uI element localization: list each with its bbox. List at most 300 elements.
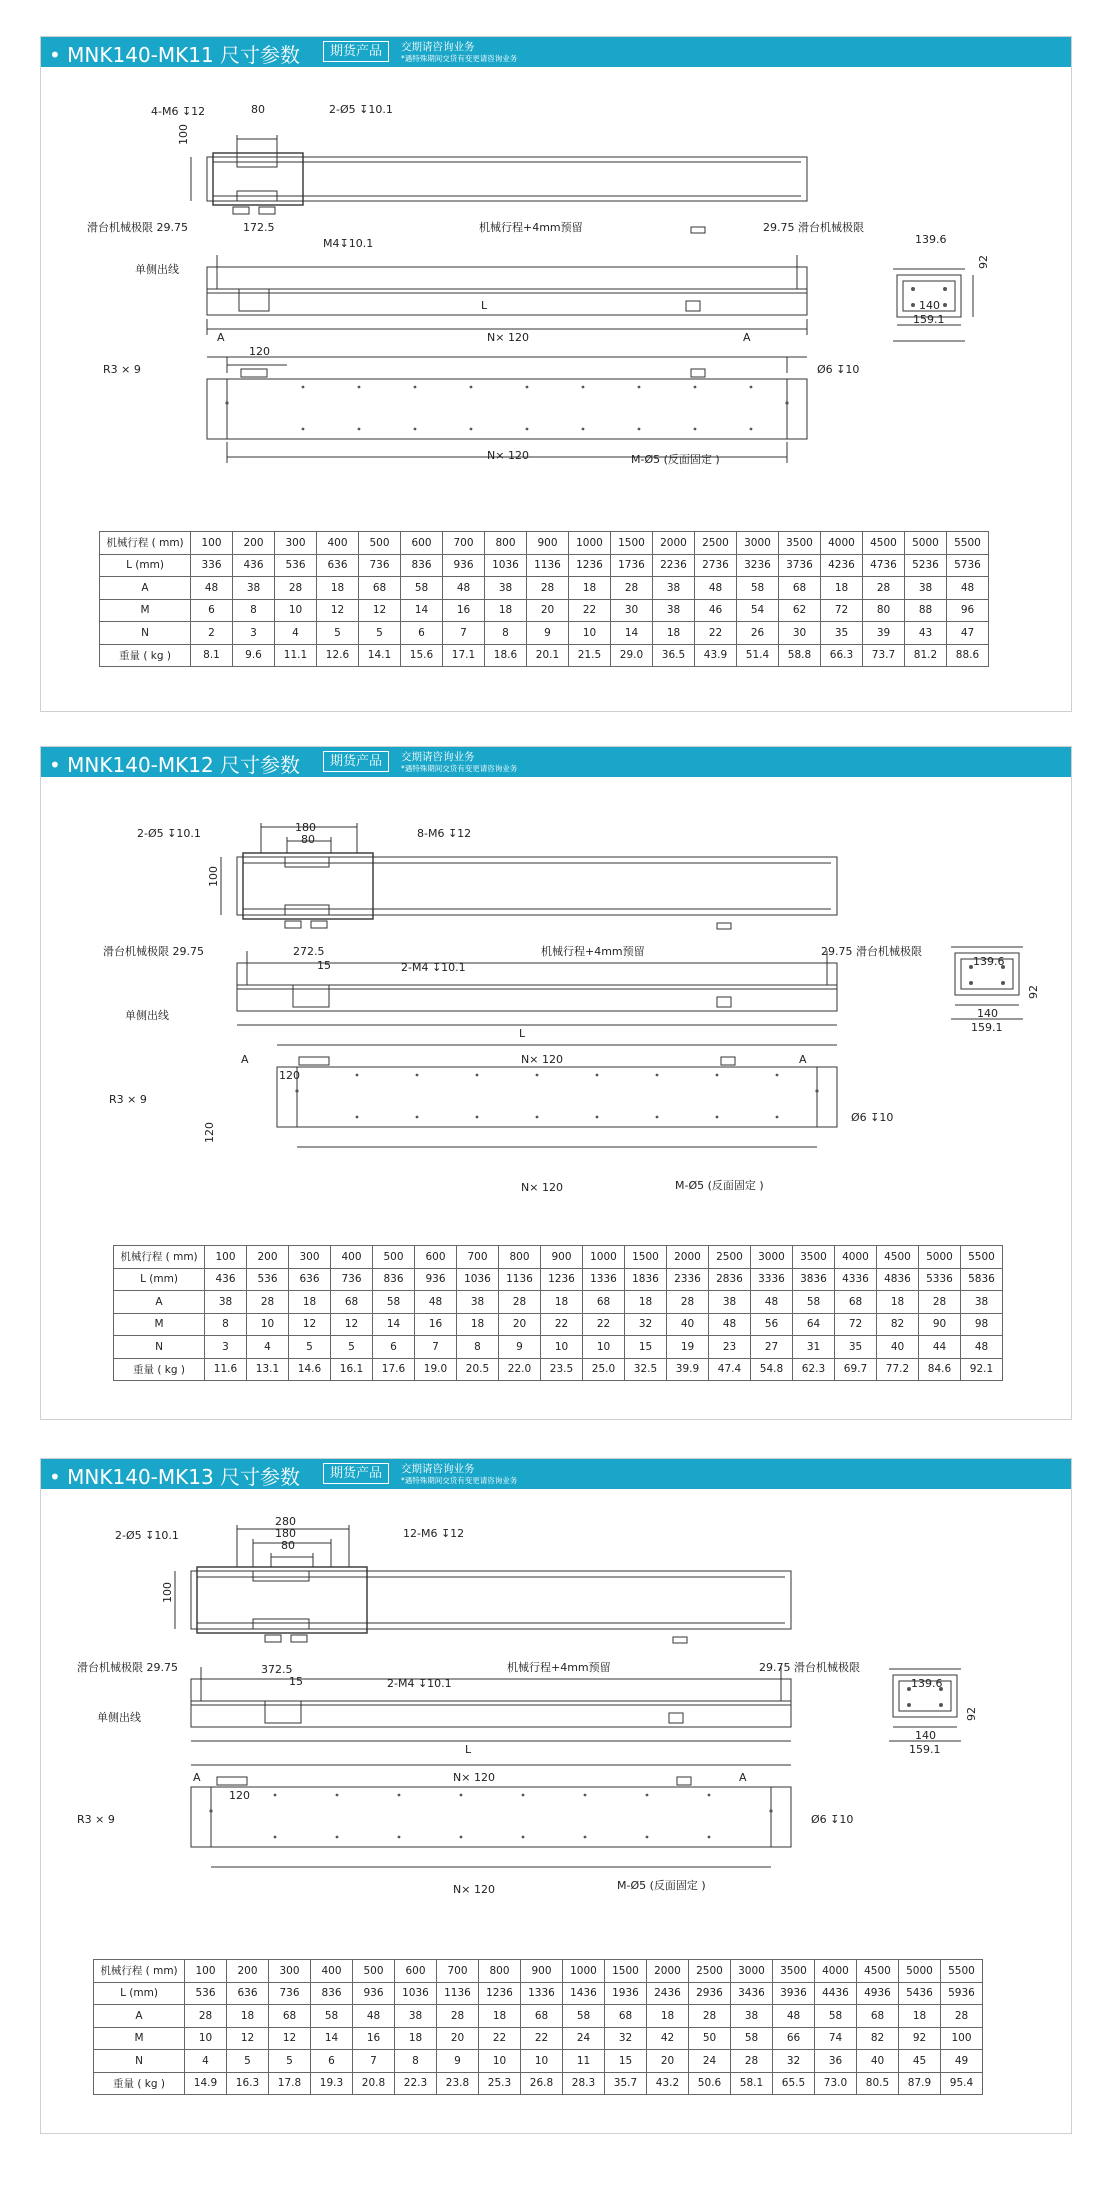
table-cell: 900 <box>521 1960 563 1983</box>
table-cell: 38 <box>905 577 947 600</box>
callout-top-left: 4-M6 ↧12 <box>151 105 206 118</box>
limit-left <box>77 1659 178 1675</box>
table-cell: 2336 <box>667 1268 709 1291</box>
table-cell: 74 <box>815 2027 857 2050</box>
table-cell: 40 <box>877 1336 919 1359</box>
table-cell: 4000 <box>815 1960 857 1983</box>
spec-table-body <box>94 1960 983 2095</box>
table-cell: 39 <box>863 622 905 645</box>
table-cell: 3500 <box>773 1960 815 1983</box>
table-cell: 8 <box>457 1336 499 1359</box>
table-cell: 6 <box>373 1336 415 1359</box>
table-cell: 100 <box>941 2027 983 2050</box>
table-cell: 1000 <box>563 1960 605 1983</box>
table-cell: 35 <box>835 1336 877 1359</box>
section-mk12 <box>40 746 1072 1420</box>
table-cell: 736 <box>269 1982 311 2005</box>
delivery-subnote: *遇特殊期间交货有变更请咨询业务 <box>401 1476 518 1485</box>
table-cell: 4736 <box>863 554 905 577</box>
table-cell: 5500 <box>947 532 989 555</box>
table-cell: 636 <box>289 1268 331 1291</box>
table-cell: 32 <box>773 2050 815 2073</box>
dim-L: L <box>519 1027 526 1040</box>
table-cell: 23 <box>709 1336 751 1359</box>
table-cell: 200 <box>227 1960 269 1983</box>
weight-row <box>94 2072 983 2095</box>
table-cell: 58 <box>815 2005 857 2028</box>
rail-body <box>191 1571 791 1629</box>
dim-15: 15 <box>289 1675 303 1688</box>
table-cell: 38 <box>485 577 527 600</box>
L-row <box>100 554 989 577</box>
table-cell: 38 <box>731 2005 773 2028</box>
table-cell: 98 <box>961 1313 1003 1336</box>
table-cell: 40 <box>667 1313 709 1336</box>
table-cell: 536 <box>247 1268 289 1291</box>
table-cell: 1036 <box>457 1268 499 1291</box>
table-cell: 3436 <box>731 1982 773 2005</box>
label-pitch-top: N× 120 <box>521 1053 563 1066</box>
table-cell: 9 <box>527 622 569 645</box>
row-header: 重量 ( kg ) <box>94 2072 185 2095</box>
table-cell: 87.9 <box>899 2072 941 2095</box>
table-cell: 3736 <box>779 554 821 577</box>
table-cell: 10 <box>569 622 611 645</box>
table-cell: 2000 <box>667 1246 709 1269</box>
table-cell: 58.8 <box>779 644 821 667</box>
table-cell: 20.1 <box>527 644 569 667</box>
table-cell: 12 <box>227 2027 269 2050</box>
table-cell: 23.5 <box>541 1358 583 1381</box>
table-cell: 43.9 <box>695 644 737 667</box>
futures-tag: 期货产品 <box>323 1463 389 1484</box>
table-cell: 20 <box>499 1313 541 1336</box>
table-cell: 38 <box>233 577 275 600</box>
row-header: 重量 ( kg ) <box>114 1358 205 1381</box>
table-cell: 68 <box>779 577 821 600</box>
label-hole6: Ø6 ↧10 <box>851 1111 894 1124</box>
table-cell: 16.3 <box>227 2072 269 2095</box>
table-cell: 2736 <box>695 554 737 577</box>
limit-right <box>821 943 922 959</box>
table-cell: 19.0 <box>415 1358 457 1381</box>
delivery-note: 交期请咨询业务 <box>401 1463 475 1475</box>
dim-top-width3: 280 <box>275 1515 296 1528</box>
table-cell: 700 <box>437 1960 479 1983</box>
table-cell: 72 <box>821 599 863 622</box>
table-cell: 31 <box>793 1336 835 1359</box>
section-title: • MNK140-MK12 尺寸参数 <box>49 753 301 777</box>
table-cell: 18 <box>821 577 863 600</box>
table-cell: 58 <box>373 1291 415 1314</box>
table-cell: 28 <box>275 577 317 600</box>
limit-right-label: 滑台机械极限 <box>856 945 922 958</box>
label-pitch-val: 120 <box>249 345 270 358</box>
table-cell: 16 <box>443 599 485 622</box>
table-cell: 4500 <box>863 532 905 555</box>
end-view-holes <box>969 965 1005 985</box>
table-cell: 100 <box>185 1960 227 1983</box>
dim-L: L <box>481 299 488 312</box>
label-mount-holes: M-Ø5 (反面固定 ) <box>631 453 720 466</box>
table-cell: 536 <box>275 554 317 577</box>
delivery-note: 交期请咨询业务 <box>401 41 475 53</box>
row-header: A <box>94 2005 185 2028</box>
table-cell: 38 <box>395 2005 437 2028</box>
row-header: M <box>94 2027 185 2050</box>
table-cell: 35 <box>821 622 863 645</box>
row-header: 重量 ( kg ) <box>100 644 191 667</box>
table-cell: 12 <box>289 1313 331 1336</box>
table-cell: 4336 <box>835 1268 877 1291</box>
bottom-holes <box>209 1794 772 1839</box>
label-hole6: Ø6 ↧10 <box>811 1813 854 1826</box>
table-cell: 43 <box>905 622 947 645</box>
table-cell: 8.1 <box>191 644 233 667</box>
label-pitch-bottom: N× 120 <box>521 1181 563 1194</box>
bottom-body <box>207 379 807 439</box>
callout-top-right: 2-Ø5 ↧10.1 <box>329 103 393 116</box>
table-cell: 28 <box>919 1291 961 1314</box>
table-cell: 2236 <box>653 554 695 577</box>
table-cell: 22 <box>479 2027 521 2050</box>
table-cell: 28 <box>689 2005 731 2028</box>
side-w2: 140 <box>977 1007 998 1020</box>
section-header-band <box>41 747 1071 777</box>
weight-row <box>114 1358 1003 1381</box>
bottom-view <box>207 357 807 463</box>
table-cell: 1736 <box>611 554 653 577</box>
table-cell: 46 <box>695 599 737 622</box>
table-cell: 54.8 <box>751 1358 793 1381</box>
row-header: L (mm) <box>100 554 191 577</box>
table-cell: 82 <box>857 2027 899 2050</box>
table-cell: 2 <box>191 622 233 645</box>
table-cell: 4500 <box>857 1960 899 1983</box>
table-cell: 22 <box>541 1313 583 1336</box>
label-r3: R3 × 9 <box>103 363 141 376</box>
table-cell: 48 <box>947 577 989 600</box>
table-cell: 7 <box>415 1336 457 1359</box>
table-cell: 48 <box>353 2005 395 2028</box>
table-cell: 24 <box>563 2027 605 2050</box>
table-cell: 66.3 <box>821 644 863 667</box>
callout-side: 2-M4 ↧10.1 <box>401 961 466 974</box>
table-cell: 80 <box>863 599 905 622</box>
table-cell: 636 <box>317 554 359 577</box>
label-mount-holes: M-Ø5 (反面固定 ) <box>675 1179 764 1192</box>
carriage-top <box>213 153 303 205</box>
table-cell: 200 <box>233 532 275 555</box>
table-cell: 56 <box>751 1313 793 1336</box>
spec-table <box>113 1245 1003 1381</box>
table-cell: 95.4 <box>941 2072 983 2095</box>
table-cell: 3 <box>205 1336 247 1359</box>
top-view <box>175 1525 791 1643</box>
table-cell: 68 <box>331 1291 373 1314</box>
bottom-body <box>191 1787 791 1847</box>
table-cell: 48 <box>961 1336 1003 1359</box>
table-cell: 28 <box>611 577 653 600</box>
table-cell: 73.7 <box>863 644 905 667</box>
table-cell: 32 <box>605 2027 647 2050</box>
table-cell: 18 <box>569 577 611 600</box>
table-cell: 18 <box>457 1313 499 1336</box>
spec-table-body <box>114 1246 1003 1381</box>
table-cell: 3000 <box>751 1246 793 1269</box>
table-cell: 14 <box>401 599 443 622</box>
table-cell: 15.6 <box>401 644 443 667</box>
table-cell: 536 <box>185 1982 227 2005</box>
dim-carriage: 372.5 <box>261 1663 293 1676</box>
table-cell: 1436 <box>563 1982 605 2005</box>
dim-top-width2: 180 <box>275 1527 296 1540</box>
label-r3: R3 × 9 <box>77 1813 115 1826</box>
dim-height: 100 <box>161 1582 174 1603</box>
table-cell: 4936 <box>857 1982 899 2005</box>
dim-height: 100 <box>177 124 190 145</box>
table-cell: 18 <box>479 2005 521 2028</box>
table-cell: 5000 <box>905 532 947 555</box>
table-cell: 54 <box>737 599 779 622</box>
row-header: A <box>114 1291 205 1314</box>
table-cell: 5 <box>289 1336 331 1359</box>
table-cell: 11.1 <box>275 644 317 667</box>
table-cell: 58 <box>401 577 443 600</box>
table-cell: 18 <box>647 2005 689 2028</box>
table-cell: 17.1 <box>443 644 485 667</box>
table-cell: 45 <box>899 2050 941 2073</box>
section-mk11 <box>40 36 1072 712</box>
table-cell: 4000 <box>835 1246 877 1269</box>
table-cell: 5500 <box>961 1246 1003 1269</box>
table-cell: 48 <box>751 1291 793 1314</box>
table-cell: 30 <box>611 599 653 622</box>
table-cell: 47.4 <box>709 1358 751 1381</box>
table-cell: 24 <box>689 2050 731 2073</box>
bottom-body <box>277 1067 837 1127</box>
row-header: M <box>100 599 191 622</box>
futures-tag: 期货产品 <box>323 751 389 772</box>
table-cell: 1836 <box>625 1268 667 1291</box>
table-cell: 4836 <box>877 1268 919 1291</box>
L-row <box>114 1268 1003 1291</box>
label-hole6: Ø6 ↧10 <box>817 363 860 376</box>
side-w1: 139.6 <box>973 955 1005 968</box>
table-cell: 28 <box>185 2005 227 2028</box>
table-cell: 20.5 <box>457 1358 499 1381</box>
table-cell: 58 <box>737 577 779 600</box>
table-cell: 12 <box>331 1313 373 1336</box>
table-cell: 42 <box>647 2027 689 2050</box>
table-cell: 72 <box>835 1313 877 1336</box>
table-cell: 3000 <box>731 1960 773 1983</box>
section-header-band <box>41 37 1071 67</box>
table-cell: 21.5 <box>569 644 611 667</box>
table-cell: 28 <box>863 577 905 600</box>
dim-L: L <box>465 1743 472 1756</box>
table-cell: 500 <box>373 1246 415 1269</box>
side-body <box>207 267 807 315</box>
table-cell: 14 <box>373 1313 415 1336</box>
M-row <box>114 1313 1003 1336</box>
table-cell: 100 <box>205 1246 247 1269</box>
side-h: 92 <box>965 1707 978 1721</box>
table-cell: 1036 <box>395 1982 437 2005</box>
row-header: N <box>94 2050 185 2073</box>
label-pitch-val: 120 <box>229 1789 250 1802</box>
table-cell: 3500 <box>793 1246 835 1269</box>
table-cell: 700 <box>457 1246 499 1269</box>
table-cell: 20 <box>437 2027 479 2050</box>
table-cell: 69.7 <box>835 1358 877 1381</box>
table-cell: 2500 <box>709 1246 751 1269</box>
table-cell: 1136 <box>527 554 569 577</box>
table-cell: 25.3 <box>479 2072 521 2095</box>
dim-carriage: 272.5 <box>293 945 325 958</box>
table-cell: 16.1 <box>331 1358 373 1381</box>
side-view <box>191 1667 791 1741</box>
table-cell: 12.6 <box>317 644 359 667</box>
table-cell: 68 <box>605 2005 647 2028</box>
table-cell: 500 <box>359 532 401 555</box>
table-cell: 90 <box>919 1313 961 1336</box>
table-cell: 65.5 <box>773 2072 815 2095</box>
table-cell: 22 <box>695 622 737 645</box>
label-A-right: A <box>799 1053 807 1066</box>
travel-note: 机械行程+4mm预留 <box>541 945 645 958</box>
table-cell: 10 <box>541 1336 583 1359</box>
table-cell: 28 <box>437 2005 479 2028</box>
table-cell: 4 <box>247 1336 289 1359</box>
table-cell: 6 <box>191 599 233 622</box>
table-cell: 18 <box>317 577 359 600</box>
side-w3: 159.1 <box>971 1021 1003 1034</box>
table-cell: 3336 <box>751 1268 793 1291</box>
label-pitch-val: 120 <box>279 1069 300 1082</box>
table-cell: 5436 <box>899 1982 941 2005</box>
table-cell: 1500 <box>625 1246 667 1269</box>
table-cell: 100 <box>191 532 233 555</box>
M-row <box>94 2027 983 2050</box>
table-cell: 436 <box>205 1268 247 1291</box>
limit-right-value: 29.75 <box>821 945 853 958</box>
table-cell: 68 <box>359 577 401 600</box>
table-cell: 32.5 <box>625 1358 667 1381</box>
table-cell: 82 <box>877 1313 919 1336</box>
table-cell: 1000 <box>583 1246 625 1269</box>
table-cell: 25.0 <box>583 1358 625 1381</box>
table-cell: 48 <box>443 577 485 600</box>
callout-top-right: 8-M6 ↧12 <box>417 827 472 840</box>
table-cell: 3500 <box>779 532 821 555</box>
table-cell: 28 <box>247 1291 289 1314</box>
table-cell: 66 <box>773 2027 815 2050</box>
table-cell: 5 <box>269 2050 311 2073</box>
table-cell: 11.6 <box>205 1358 247 1381</box>
table-cell: 17.6 <box>373 1358 415 1381</box>
table-cell: 48 <box>191 577 233 600</box>
limit-right <box>763 219 864 235</box>
side-h: 92 <box>977 255 990 269</box>
section-title: • MNK140-MK11 尺寸参数 <box>49 43 301 67</box>
limit-left-label: 滑台机械极限 <box>77 1661 143 1674</box>
row-header: M <box>114 1313 205 1336</box>
table-cell: 3836 <box>793 1268 835 1291</box>
table-cell: 700 <box>443 532 485 555</box>
end-view-holes <box>907 1687 943 1707</box>
table-cell: 30 <box>779 622 821 645</box>
table-cell: 22 <box>569 599 611 622</box>
side-w3: 159.1 <box>909 1743 941 1756</box>
A-row <box>94 2005 983 2028</box>
table-cell: 28 <box>527 577 569 600</box>
table-cell: 73.0 <box>815 2072 857 2095</box>
label-A-left: A <box>241 1053 249 1066</box>
spec-table-body <box>100 532 989 667</box>
table-cell: 9 <box>499 1336 541 1359</box>
limit-left-value: 29.75 <box>156 221 188 234</box>
table-cell: 28 <box>499 1291 541 1314</box>
table-cell: 92.1 <box>961 1358 1003 1381</box>
table-cell: 35.7 <box>605 2072 647 2095</box>
table-cell: 936 <box>353 1982 395 2005</box>
bottom-holes <box>295 1074 818 1119</box>
table-cell: 6 <box>311 2050 353 2073</box>
table-cell: 1936 <box>605 1982 647 2005</box>
table-cell: 7 <box>443 622 485 645</box>
table-cell: 14.9 <box>185 2072 227 2095</box>
table-cell: 50 <box>689 2027 731 2050</box>
table-cell: 1136 <box>437 1982 479 2005</box>
delivery-subnote: *遇特殊期间交货有变更请咨询业务 <box>401 764 518 773</box>
table-cell: 6 <box>401 622 443 645</box>
dim-top-width: 80 <box>281 1539 295 1552</box>
table-cell: 22 <box>583 1313 625 1336</box>
delivery-note: 交期请咨询业务 <box>401 751 475 763</box>
table-cell: 3236 <box>737 554 779 577</box>
table-cell: 10 <box>185 2027 227 2050</box>
table-cell: 936 <box>443 554 485 577</box>
table-cell: 14.1 <box>359 644 401 667</box>
table-cell: 10 <box>275 599 317 622</box>
table-cell: 1136 <box>499 1268 541 1291</box>
table-cell: 68 <box>521 2005 563 2028</box>
table-cell: 3 <box>233 622 275 645</box>
table-cell: 1336 <box>521 1982 563 2005</box>
label-r3: R3 × 9 <box>109 1093 147 1106</box>
table-cell: 17.8 <box>269 2072 311 2095</box>
table-cell: 8 <box>395 2050 437 2073</box>
limit-left-value: 29.75 <box>146 1661 178 1674</box>
table-cell: 10 <box>479 2050 521 2073</box>
table-cell: 4500 <box>877 1246 919 1269</box>
table-cell: 5336 <box>919 1268 961 1291</box>
table-cell: 1500 <box>605 1960 647 1983</box>
table-cell: 64 <box>793 1313 835 1336</box>
side-w2: 140 <box>919 299 940 312</box>
table-cell: 600 <box>401 532 443 555</box>
table-cell: 62 <box>779 599 821 622</box>
table-cell: 20 <box>527 599 569 622</box>
travel-note: 机械行程+4mm预留 <box>507 1661 611 1674</box>
table-cell: 32 <box>625 1313 667 1336</box>
table-cell: 58 <box>311 2005 353 2028</box>
limit-right-value: 29.75 <box>759 1661 791 1674</box>
section-title-text: MNK140-MK13 尺寸参数 <box>67 1465 301 1489</box>
limit-left <box>103 943 204 959</box>
table-cell: 5000 <box>899 1960 941 1983</box>
